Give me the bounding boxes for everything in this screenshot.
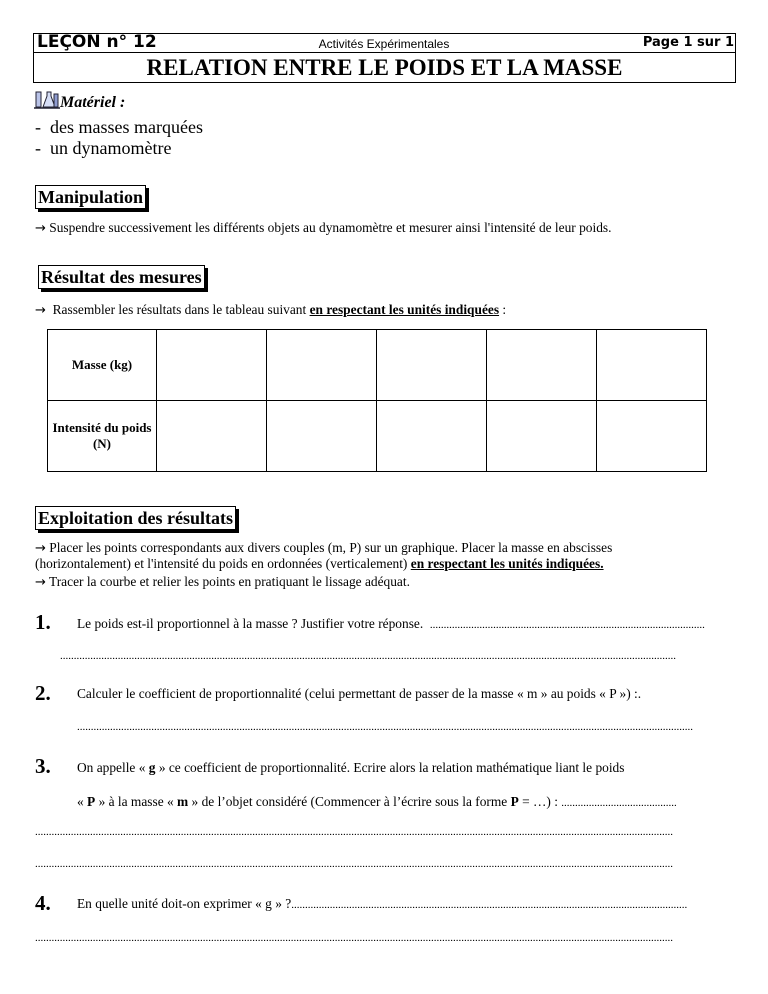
page-title: RELATION ENTRE LE POIDS ET LA MASSE	[33, 52, 736, 83]
table-cell[interactable]	[267, 330, 377, 401]
materiel-item: - des masses marquées	[35, 117, 203, 137]
lab-equipment-icon	[34, 90, 60, 110]
section-heading-exploitation: Exploitation des résultats	[35, 506, 236, 530]
table-cell[interactable]	[487, 330, 597, 401]
question-3-text-b: « P » à la masse « m » de l’objet considéré (Commencer à l’écrire sous la forme P = …) : ..........................................	[77, 794, 677, 809]
exploitation-line-1: → Placer les points correspondants aux divers couples (m, P) sur un graphique. Placer la masse en abscisses	[35, 540, 613, 556]
table-row	[48, 330, 707, 401]
exploitation-line-3: → Tracer la courbe et relier les points en pratiquant le lissage adéquat.	[35, 574, 410, 590]
table-cell[interactable]	[377, 401, 487, 472]
table-cell[interactable]	[377, 330, 487, 401]
page-indicator: Page 1 sur 1	[642, 35, 734, 50]
answer-line[interactable]: ........................................................................................................................................................................................................................................	[35, 932, 673, 944]
resultats-intro: → Rassembler les résultats dans le tableau suivant en respectant les unités indiquées :	[35, 302, 507, 318]
section-heading-manipulation: Manipulation	[35, 185, 146, 209]
question-2-text: Calculer le coefficient de proportionnalité (celui permettant de passer de la masse « m » au poids « P ») :.	[77, 686, 642, 701]
materiel-label: Matériel :	[60, 94, 126, 111]
answer-line[interactable]: ........................................................................................................................................................................................................................................	[35, 858, 673, 870]
table-cell[interactable]	[267, 401, 377, 472]
lesson-number: LEÇON n° 12	[37, 32, 157, 52]
table-cell[interactable]	[597, 401, 707, 472]
table-cell[interactable]	[157, 330, 267, 401]
results-table	[47, 329, 707, 472]
exploitation-line-2: (horizontalement) et l'intensité du poids en ordonnées (verticalement) en respectant les unités indiquées.	[35, 556, 604, 571]
table-row	[48, 401, 707, 472]
row-label-poids: Intensité du poids (N)	[48, 401, 157, 472]
question-1-text: Le poids est-il proportionnel à la masse ? Justifier votre réponse. ....................................................................................................	[77, 616, 705, 631]
row-label-masse: Masse (kg)	[48, 330, 157, 401]
manipulation-text: → Suspendre successivement les différents objets au dynamomètre et mesurer ainsi l'intensité de leur poids.	[35, 220, 612, 236]
lesson-category: Activités Expérimentales	[318, 37, 450, 51]
question-number: 1.	[35, 610, 51, 634]
question-number: 3.	[35, 754, 51, 778]
question-number: 4.	[35, 891, 51, 915]
materiel-item: - un dynamomètre	[35, 138, 172, 158]
table-cell[interactable]	[157, 401, 267, 472]
answer-line[interactable]: ................................................................................................................................................................................................................................	[77, 721, 693, 733]
question-4-text: En quelle unité doit-on exprimer « g » ?................................................................................................................................................	[77, 896, 688, 911]
section-heading-resultats: Résultat des mesures	[38, 265, 205, 289]
arrow-right-icon: →	[35, 575, 46, 590]
arrow-right-icon: →	[35, 541, 46, 556]
answer-line[interactable]: ........................................................................................................................................................................................................................................	[35, 826, 673, 838]
arrow-right-icon: →	[35, 221, 46, 236]
arrow-right-icon: →	[35, 303, 46, 318]
question-number: 2.	[35, 681, 51, 705]
table-cell[interactable]	[597, 330, 707, 401]
question-3-text-a: On appelle « g » ce coefficient de proportionnalité. Ecrire alors la relation mathématique liant le poids	[77, 760, 625, 775]
answer-line[interactable]: ................................................................................................................................................................................................................................	[60, 650, 676, 662]
table-cell[interactable]	[487, 401, 597, 472]
